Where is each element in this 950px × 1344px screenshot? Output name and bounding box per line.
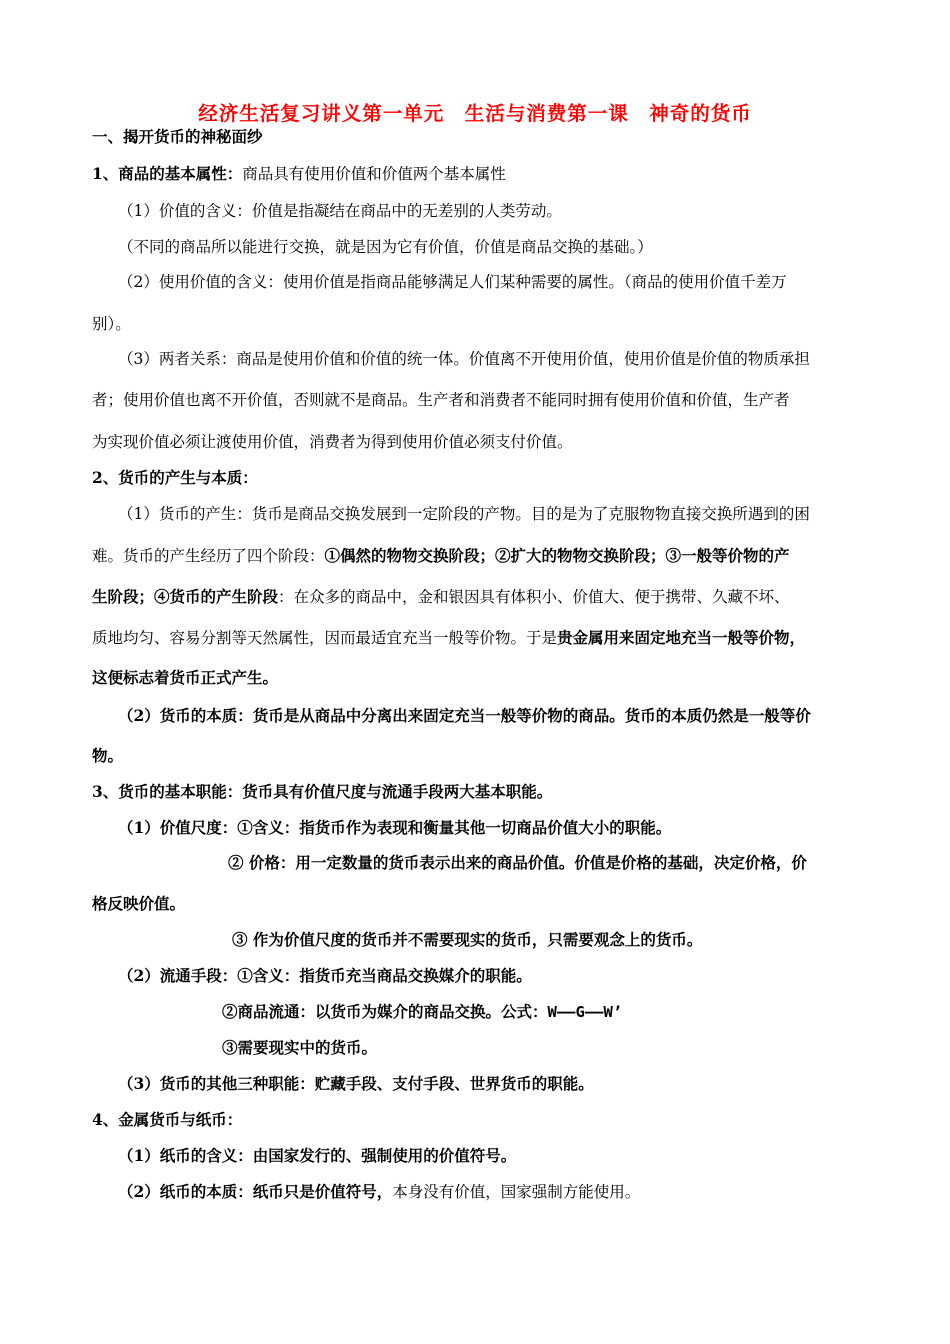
paragraph: （1）价值的含义：价值是指凝结在商品中的无差别的人类劳动。 <box>118 202 562 220</box>
paragraph: 物。 <box>92 746 124 765</box>
paragraph-text: 商品具有使用价值和价值两个基本属性 <box>242 165 506 183</box>
paragraph: ② 价格：用一定数量的货币表示出来的商品价值。价值是价格的基础，决定价格，价 <box>228 853 807 872</box>
paragraph: （1）纸币的含义：由国家发行的、强制使用的价值符号。 <box>118 1146 517 1165</box>
paragraph: （3）货币的其他三种职能：贮藏手段、支付手段、世界货币的职能。 <box>118 1074 594 1093</box>
section-heading: 一、揭开货币的神秘面纱 <box>92 127 263 146</box>
paragraph-text-bold: （2）纸币的本质：纸币只是价值符号， <box>118 1182 393 1201</box>
formula: W——G——W’ <box>547 1003 623 1021</box>
paragraph: 为实现价值必须让渡使用价值，消费者为得到使用价值必须支付价值。 <box>92 433 573 451</box>
paragraph-text-bold: ②商品流通：以货币为媒介的商品交换。公式： <box>222 1002 548 1021</box>
paragraph-text: 难。货币的产生经历了四个阶段： <box>92 547 325 565</box>
paragraph-text: ：在众多的商品中，金和银因具有体积小、价值大、便于携带、久藏不坏、 <box>278 588 790 606</box>
paragraph: 者；使用价值也离不开价值，否则就不是商品。生产者和消费者不能同时拥有使用价值和价值，生产者 <box>92 391 790 409</box>
paragraph <box>92 163 506 185</box>
paragraph-heading: 2、货币的产生与本质： <box>92 468 258 487</box>
paragraph <box>222 1001 622 1023</box>
paragraph: （2）使用价值的含义：使用价值是指商品能够满足人们某种需要的属性。（商品的使用价值千差万 <box>118 273 787 291</box>
paragraph <box>92 586 790 608</box>
paragraph: （1）货币的产生：货币是商品交换发展到一定阶段的产物。目的是为了克服物物直接交换所遇到的困 <box>118 505 810 523</box>
paragraph-text-bold: 贵金属用来固定地充当一般等价物， <box>557 628 806 647</box>
paragraph: 格反映价值。 <box>92 894 186 913</box>
paragraph-heading: 4、金属货币与纸币： <box>92 1110 243 1129</box>
paragraph-heading: 1、商品的基本属性： <box>92 164 243 183</box>
paragraph: 别）。 <box>92 315 131 333</box>
document-title: 经济生活复习讲义第一单元 生活与消费第一课 神奇的货币 <box>198 102 752 125</box>
paragraph-text-bold: 生阶段；④货币的产生阶段 <box>92 587 279 606</box>
paragraph-text: 质地均匀、容易分割等天然属性，因而最适宜充当一般等价物。于是 <box>92 629 558 647</box>
paragraph: ③ 作为价值尺度的货币并不需要现实的货币，只需要观念上的货币。 <box>232 930 703 949</box>
paragraph: （2）货币的本质：货币是从商品中分离出来固定充当一般等价物的商品。货币的本质仍然是一般等价 <box>118 706 811 725</box>
paragraph: 这便标志着货币正式产生。 <box>92 668 279 687</box>
paragraph: （2）流通手段：①含义：指货币充当商品交换媒介的职能。 <box>118 966 532 985</box>
paragraph-heading: 3、货币的基本职能：货币具有价值尺度与流通手段两大基本职能。 <box>92 782 553 801</box>
paragraph: ③需要现实中的货币。 <box>222 1038 378 1057</box>
paragraph <box>92 545 790 567</box>
paragraph-text-bold: ①偶然的物物交换阶段；②扩大的物物交换阶段；③一般等价物的产 <box>324 546 790 565</box>
paragraph-text: 本身没有价值，国家强制方能使用。 <box>392 1183 641 1201</box>
paragraph: （1）价值尺度：①含义：指货币作为表现和衡量其他一切商品价值大小的职能。 <box>118 818 672 837</box>
paragraph: （3）两者关系：商品是使用价值和价值的统一体。价值离不开使用价值，使用价值是价值的物质承担 <box>118 350 810 368</box>
paragraph: （不同的商品所以能进行交换，就是因为它有价值，价值是商品交换的基础。） <box>118 238 653 256</box>
paragraph <box>92 627 805 649</box>
paragraph <box>118 1181 640 1203</box>
